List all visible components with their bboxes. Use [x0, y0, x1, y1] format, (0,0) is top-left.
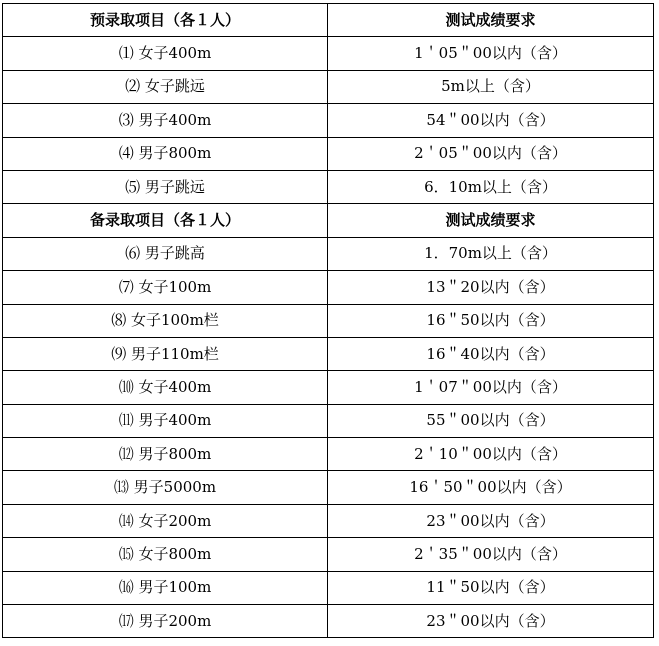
- requirement-cell: 23＂00以内（含）: [328, 605, 654, 638]
- requirement-cell: 55＂00以内（含）: [328, 404, 654, 437]
- event-cell: ⒁ 女子200m: [3, 504, 328, 537]
- requirement-cell: 5m以上（含）: [328, 70, 654, 103]
- table-row: [3, 37, 654, 70]
- table-row: [3, 337, 654, 370]
- event-cell: ⑶ 男子400m: [3, 104, 328, 137]
- table-row: [3, 137, 654, 170]
- column-header-requirement: 测试成绩要求: [328, 204, 654, 237]
- requirement-cell: 16＇50＂00以内（含）: [328, 471, 654, 504]
- section-header-row: [3, 204, 654, 237]
- table-row: [3, 504, 654, 537]
- requirement-cell: 11＂50以内（含）: [328, 571, 654, 604]
- event-cell: ⑷ 男子800m: [3, 137, 328, 170]
- event-cell: ⑴ 女子400m: [3, 37, 328, 70]
- requirement-cell: 16＂50以内（含）: [328, 304, 654, 337]
- requirement-cell: 23＂00以内（含）: [328, 504, 654, 537]
- table-row: [3, 438, 654, 471]
- requirement-cell: 1＇07＂00以内（含）: [328, 371, 654, 404]
- requirement-cell: 1．70m以上（含）: [328, 237, 654, 270]
- event-cell: ⑾ 男子400m: [3, 404, 328, 437]
- column-header-item: 备录取项目（各１人）: [3, 204, 328, 237]
- event-cell: ⒃ 男子100m: [3, 571, 328, 604]
- table-row: [3, 271, 654, 304]
- requirement-cell: 2＇05＂00以内（含）: [328, 137, 654, 170]
- table-row: [3, 404, 654, 437]
- table-row: [3, 104, 654, 137]
- table-row: [3, 471, 654, 504]
- section-header-row: [3, 4, 654, 37]
- admission-requirements-table: [2, 3, 654, 638]
- event-cell: ⑸ 男子跳远: [3, 170, 328, 203]
- event-cell: ⑹ 男子跳高: [3, 237, 328, 270]
- event-cell: ⑿ 男子800m: [3, 438, 328, 471]
- table-row: [3, 237, 654, 270]
- event-cell: ⑽ 女子400m: [3, 371, 328, 404]
- column-header-item: 预录取项目（各１人）: [3, 4, 328, 37]
- event-cell: ⒄ 男子200m: [3, 605, 328, 638]
- event-cell: ⑻ 女子100m栏: [3, 304, 328, 337]
- event-cell: ⑺ 女子100m: [3, 271, 328, 304]
- table-row: [3, 538, 654, 571]
- table-row: [3, 70, 654, 103]
- requirement-cell: 13＂20以内（含）: [328, 271, 654, 304]
- table-row: [3, 605, 654, 638]
- event-cell: ⑵ 女子跳远: [3, 70, 328, 103]
- requirement-cell: 54＂00以内（含）: [328, 104, 654, 137]
- table-row: [3, 170, 654, 203]
- table-row: [3, 371, 654, 404]
- column-header-requirement: 测试成绩要求: [328, 4, 654, 37]
- requirement-cell: 6．10m以上（含）: [328, 170, 654, 203]
- event-cell: ⒀ 男子5000m: [3, 471, 328, 504]
- requirement-cell: 2＇10＂00以内（含）: [328, 438, 654, 471]
- requirement-cell: 1＇05＂00以内（含）: [328, 37, 654, 70]
- requirement-cell: 2＇35＂00以内（含）: [328, 538, 654, 571]
- event-cell: ⑼ 男子110m栏: [3, 337, 328, 370]
- event-cell: ⒂ 女子800m: [3, 538, 328, 571]
- requirement-cell: 16＂40以内（含）: [328, 337, 654, 370]
- table-row: [3, 571, 654, 604]
- table-row: [3, 304, 654, 337]
